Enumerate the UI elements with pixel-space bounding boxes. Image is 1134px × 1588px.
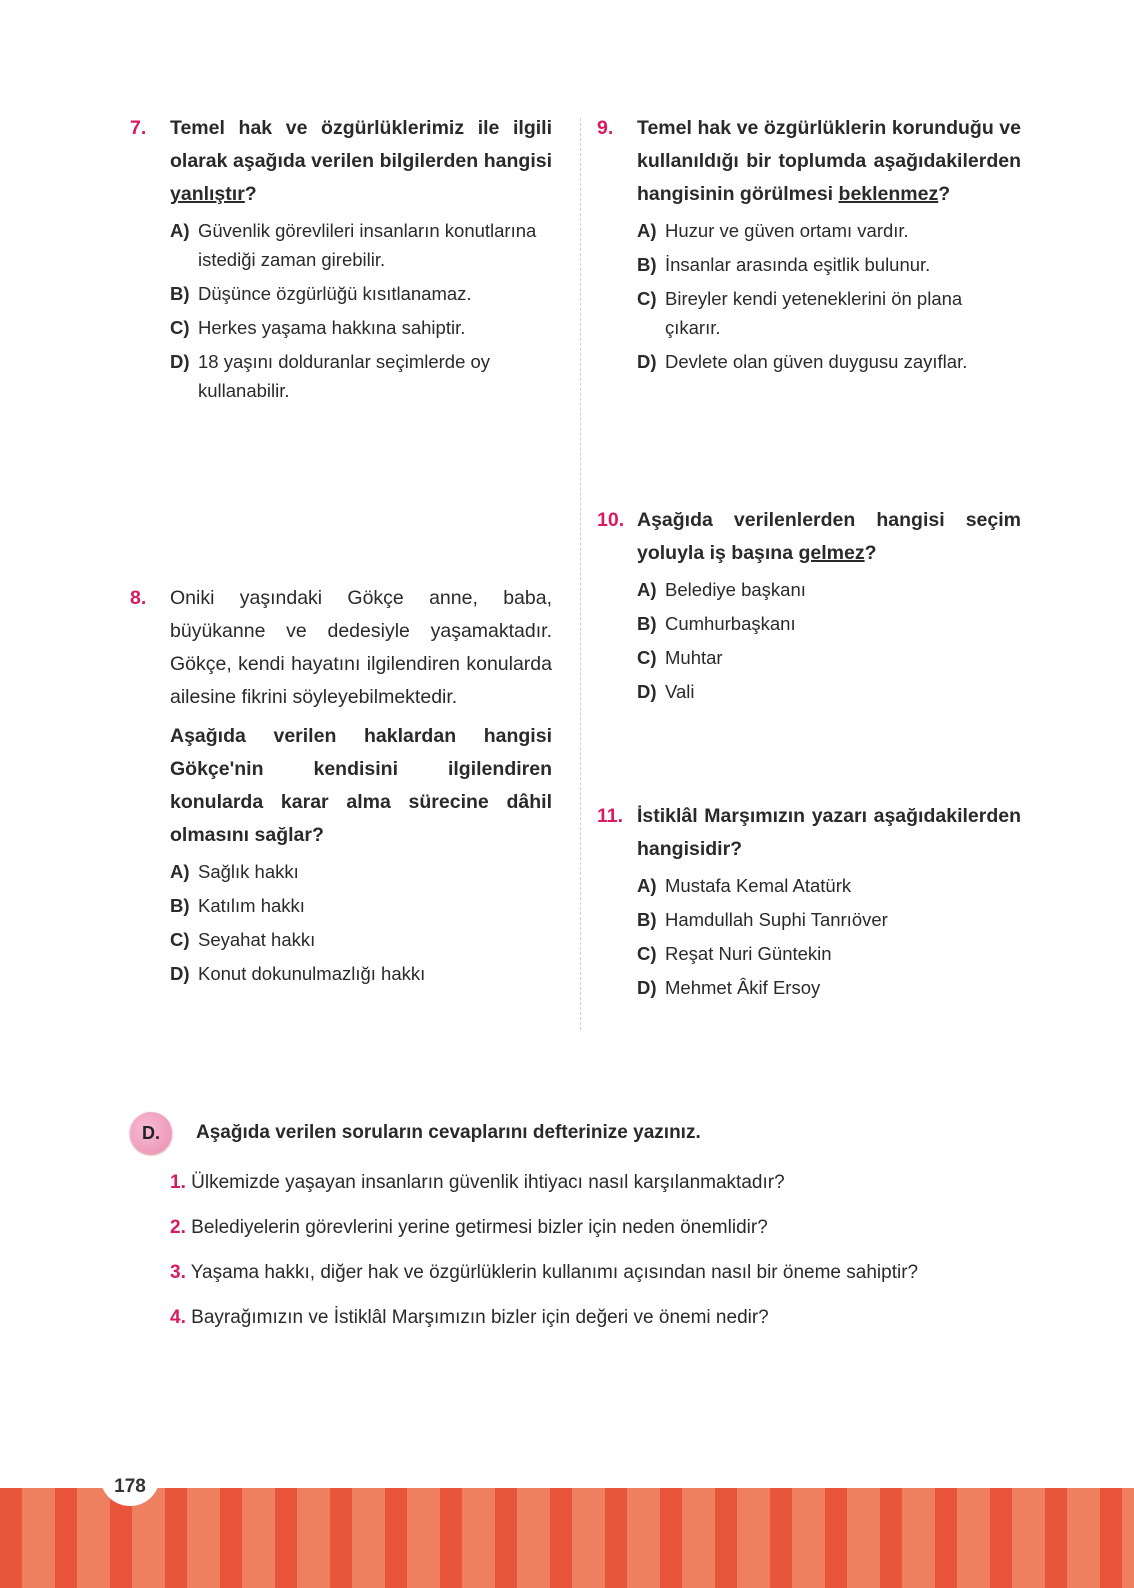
- answer-option: [637, 905, 1021, 934]
- section-title: Aşağıda verilen soruların cevaplarını defterinize yazınız.: [196, 1122, 701, 1143]
- option-letter: D): [637, 681, 657, 702]
- option-text: Mehmet Âkif Ersoy: [665, 977, 821, 998]
- option-text: Herkes yaşama hakkına sahiptir.: [198, 317, 466, 338]
- answer-option: [170, 959, 552, 988]
- question-number: 7.: [130, 117, 147, 139]
- option-letter: B): [637, 613, 657, 634]
- question-intro: Oniki yaşındaki Gökçe anne, baba, büyükanne ve dedesiyle yaşamaktadır. Gökçe, kendi hayatını ilgilendiren konularda ailesine fikrini söyleyebilmektedir.: [170, 587, 552, 708]
- open-questions-list: [170, 1172, 918, 1352]
- question-11: [597, 800, 1021, 1007]
- striped-footer: [0, 1488, 1134, 1588]
- answer-option: [170, 857, 552, 886]
- option-text: Huzur ve güven ortamı vardır.: [665, 220, 909, 241]
- open-question: 4. Bayrağımızın ve İstiklâl Marşımızın bizler için değeri ve önemi nedir?: [170, 1307, 769, 1328]
- question-8: [130, 582, 552, 993]
- option-text: 18 yaşını dolduranlar seçimlerde oy kullanabilir.: [198, 351, 491, 401]
- option-letter: C): [170, 929, 190, 950]
- question-stem: Temel hak ve özgürlüklerimiz ile ilgili olarak aşağıda verilen bilgilerden hangisi yanlıştır?: [170, 117, 552, 205]
- option-text: Bireyler kendi yeteneklerini ön plana çıkarır.: [665, 288, 963, 338]
- answer-option: [170, 925, 552, 954]
- option-letter: D): [637, 351, 657, 372]
- question-number: 11.: [597, 805, 624, 827]
- option-text: Devlete olan güven duygusu zayıflar.: [665, 351, 968, 372]
- option-letter: D): [637, 977, 657, 998]
- option-text: Mustafa Kemal Atatürk: [665, 875, 852, 896]
- option-text: Belediye başkanı: [665, 579, 806, 600]
- answer-option: [637, 250, 1021, 279]
- option-letter: C): [170, 317, 190, 338]
- option-text: Hamdullah Suphi Tanrıöver: [665, 909, 888, 930]
- option-letter: C): [637, 647, 657, 668]
- option-letter: A): [637, 875, 657, 896]
- answer-option: [170, 347, 552, 405]
- open-question: 2. Belediyelerin görevlerini yerine getirmesi bizler için neden önemlidir?: [170, 1217, 768, 1238]
- open-question: 1. Ülkemizde yaşayan insanların güvenlik ihtiyacı nasıl karşılanmaktadır?: [170, 1172, 785, 1193]
- option-text: Düşünce özgürlüğü kısıtlanamaz.: [198, 283, 472, 304]
- answer-option: [637, 575, 1021, 604]
- option-letter: D): [170, 351, 190, 372]
- answer-option: [170, 891, 552, 920]
- answer-option: [637, 284, 1021, 342]
- answer-option: [637, 216, 1021, 245]
- question-stem: İstiklâl Marşımızın yazarı aşağıdakilerden hangisidir?: [637, 805, 1021, 860]
- answer-option: [637, 871, 1021, 900]
- page-number: 178: [100, 1462, 160, 1506]
- answer-option: [637, 347, 1021, 376]
- option-text: Reşat Nuri Güntekin: [665, 943, 832, 964]
- question-stem: Aşağıda verilenlerden hangisi seçim yoluyla iş başına gelmez?: [637, 509, 1021, 564]
- option-letter: C): [637, 943, 657, 964]
- question-stem: Temel hak ve özgürlüklerin korunduğu ve kullanıldığı bir toplumda aşağıdakilerden hangisinin görülmesi beklenmez?: [637, 117, 1021, 205]
- question-number: 8.: [130, 587, 147, 609]
- answer-option: [637, 609, 1021, 638]
- question-10: [597, 504, 1021, 711]
- column-divider: [580, 118, 581, 1030]
- option-text: Cumhurbaşkanı: [665, 613, 796, 634]
- option-letter: B): [637, 254, 657, 275]
- option-letter: C): [637, 288, 657, 309]
- question-7: [130, 112, 552, 410]
- option-letter: B): [170, 895, 190, 916]
- answer-option: [637, 643, 1021, 672]
- option-letter: D): [170, 963, 190, 984]
- option-text: Seyahat hakkı: [198, 929, 316, 950]
- option-letter: A): [637, 220, 657, 241]
- option-letter: B): [637, 909, 657, 930]
- answer-option: [637, 677, 1021, 706]
- option-letter: A): [637, 579, 657, 600]
- question-9: [597, 112, 1021, 381]
- option-letter: B): [170, 283, 190, 304]
- option-text: Katılım hakkı: [198, 895, 305, 916]
- answer-option: [170, 279, 552, 308]
- answer-option: [170, 216, 552, 274]
- option-text: Konut dokunulmazlığı hakkı: [198, 963, 426, 984]
- option-letter: A): [170, 220, 190, 241]
- answer-option: [637, 973, 1021, 1002]
- option-text: Sağlık hakkı: [198, 861, 299, 882]
- option-text: İnsanlar arasında eşitlik bulunur.: [665, 254, 931, 275]
- option-letter: A): [170, 861, 190, 882]
- answer-option: [637, 939, 1021, 968]
- section-badge: D.: [130, 1112, 172, 1154]
- open-question: 3. Yaşama hakkı, diğer hak ve özgürlüklerin kullanımı açısından nasıl bir öneme sahiptir?: [170, 1262, 919, 1283]
- option-text: Güvenlik görevlileri insanların konutlarına istediği zaman girebilir.: [198, 220, 537, 270]
- question-number: 10.: [597, 509, 625, 531]
- question-number: 9.: [597, 117, 614, 139]
- question-stem: Aşağıda verilen haklardan hangisi Gökçe'nin kendisini ilgilendiren konularda karar alma sürecine dâhil olmasını sağlar?: [170, 725, 552, 846]
- answer-option: [170, 313, 552, 342]
- option-text: Vali: [665, 681, 695, 702]
- option-text: Muhtar: [665, 647, 723, 668]
